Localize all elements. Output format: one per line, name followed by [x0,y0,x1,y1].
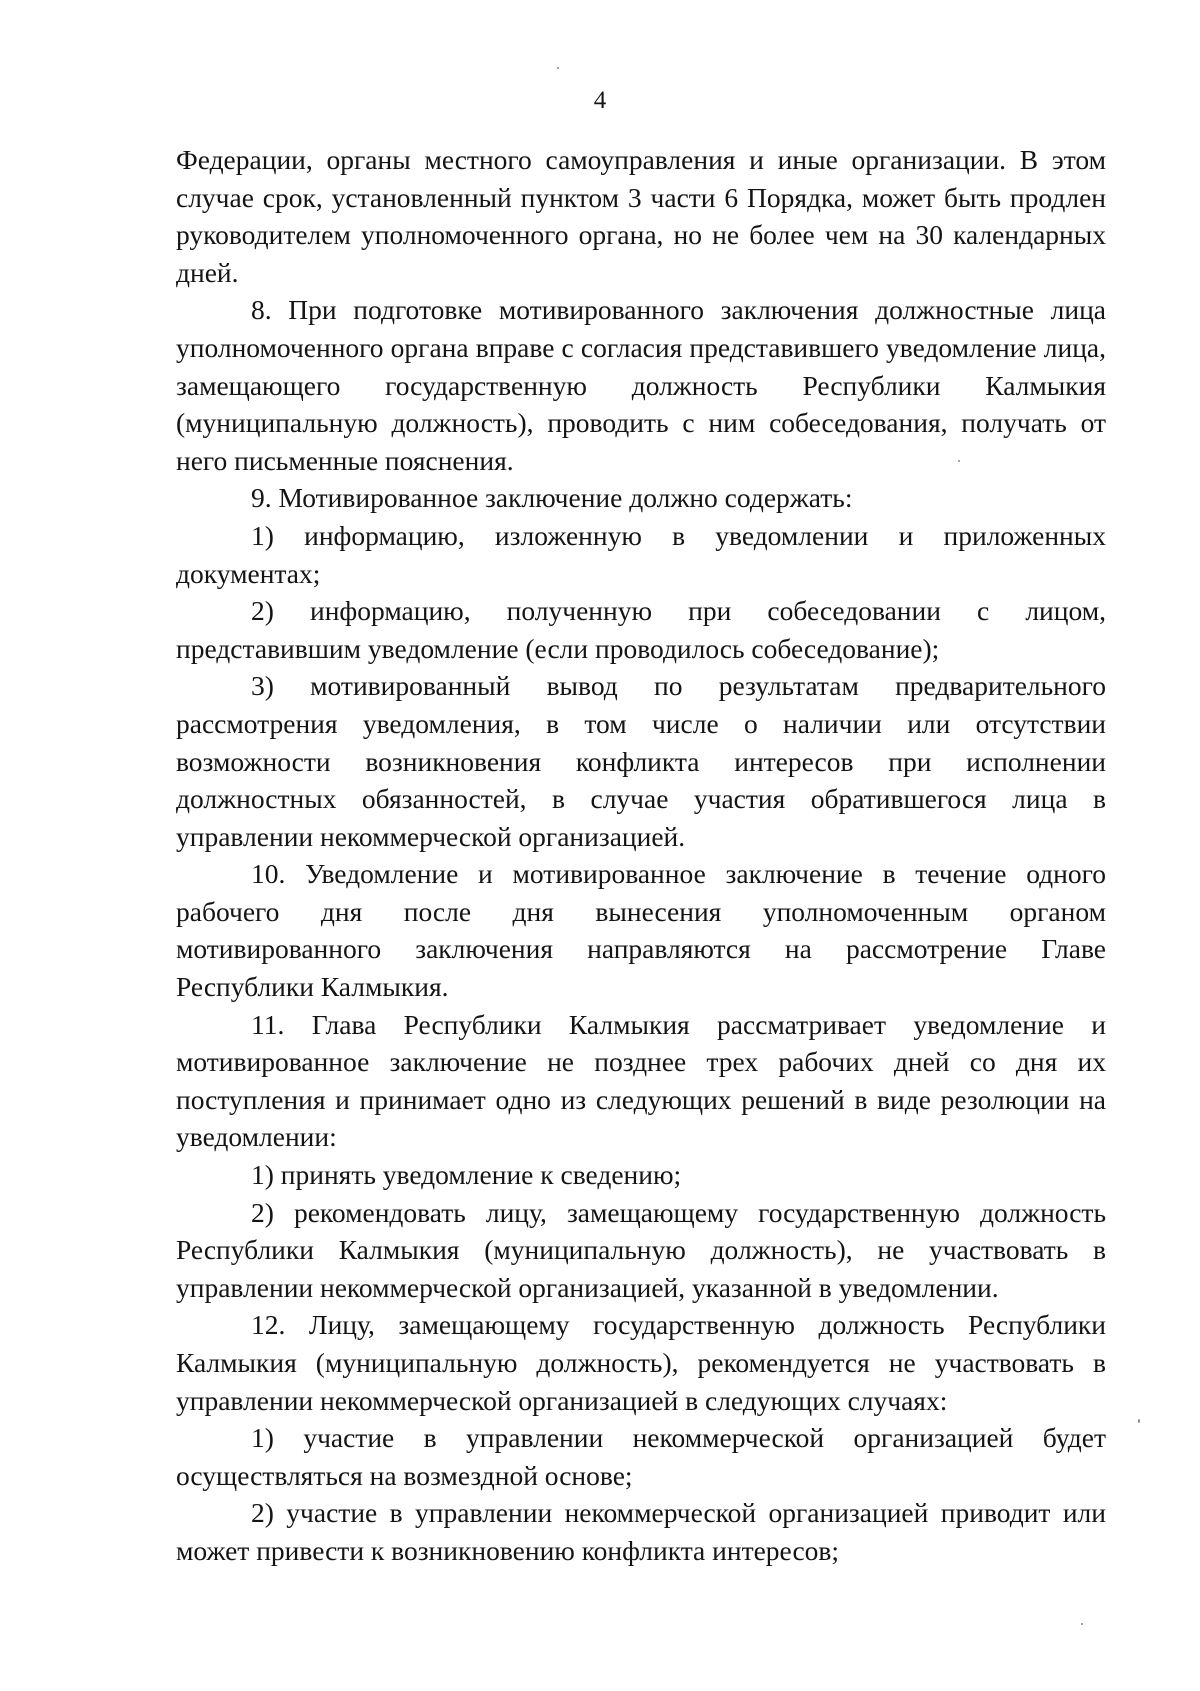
paragraph-item-12-1: 1) участие в управлении некоммерческой организацией будет осуществляться на возмездной основе; [176,1422,1106,1491]
paragraph-item-11: 11. Глава Республики Калмыкия рассматривает уведомление и мотивированное заключение не позднее трех рабочих дней со дня их поступления и принимает одно из следующих решений в виде резолюции на уведомлении: [176,1008,1106,1153]
scan-speck [557,67,559,69]
paragraph-item-9-2: 2) информацию, полученную при собеседовании с лицом, представившим уведомление (если проводилось собеседование); [176,595,1106,664]
paragraph-item-11-1: 1) принять уведомление к сведению; [251,1159,682,1191]
document-body [176,141,1106,1570]
paragraph-item-9-1: 1) информацию, изложенную в уведомлении и приложенных документах; [176,519,1106,589]
paragraph-item-9-3: 3) мотивированный вывод по результатам предварительного рассмотрения уведомления, в том числе о наличии или отсутствии возможности возникновения конфликта интересов при исполнении должностных обязанностей, в случае участия обратившегося лица в управлении некоммерческой организацией. [176,670,1106,852]
scan-speck [1138,1419,1140,1423]
paragraph-item-10: 10. Уведомление и мотивированное заключение в течение одного рабочего дня после дня вынесения уполномоченным органом мотивированного заключения направляются на рассмотрение Главе Республики Калмыкия. [176,858,1106,1003]
paragraph-item-9: 9. Мотивированное заключение должно содержать: [251,482,853,514]
scan-speck [958,460,960,462]
paragraph-continuation: Федерации, органы местного самоуправления и иные организации. В этом случае срок, установленный пунктом 3 части 6 Порядка, может быть продлен руководителем уполномоченного органа, но не более чем на 30 календарных дней. [176,144,1106,288]
paragraph-item-12-2: 2) участие в управлении некоммерческой организацией приводит или может привести к возникновению конфликта интересов; [176,1497,1106,1566]
scan-speck [1081,1623,1083,1625]
paragraph-item-8: 8. При подготовке мотивированного заключения должностные лица уполномоченного органа вправе с согласия представившего уведомление лица, замещающего государственную должность Республики Калмыкия (муниципальную должность), проводить с ним собеседования, получать от него письменные пояснения. [176,294,1106,476]
paragraph-item-12: 12. Лицу, замещающему государственную должность Республики Калмыкия (муниципальную должность), рекомендуется не участвовать в управлении некоммерческой организацией в следующих случаях: [176,1309,1106,1416]
paragraph-item-11-2: 2) рекомендовать лицу, замещающему государственную должность Республики Калмыкия (муниципальную должность), не участвовать в управлении некоммерческой организацией, указанной в уведомлении. [176,1196,1106,1303]
page-number: 4 [593,87,607,114]
